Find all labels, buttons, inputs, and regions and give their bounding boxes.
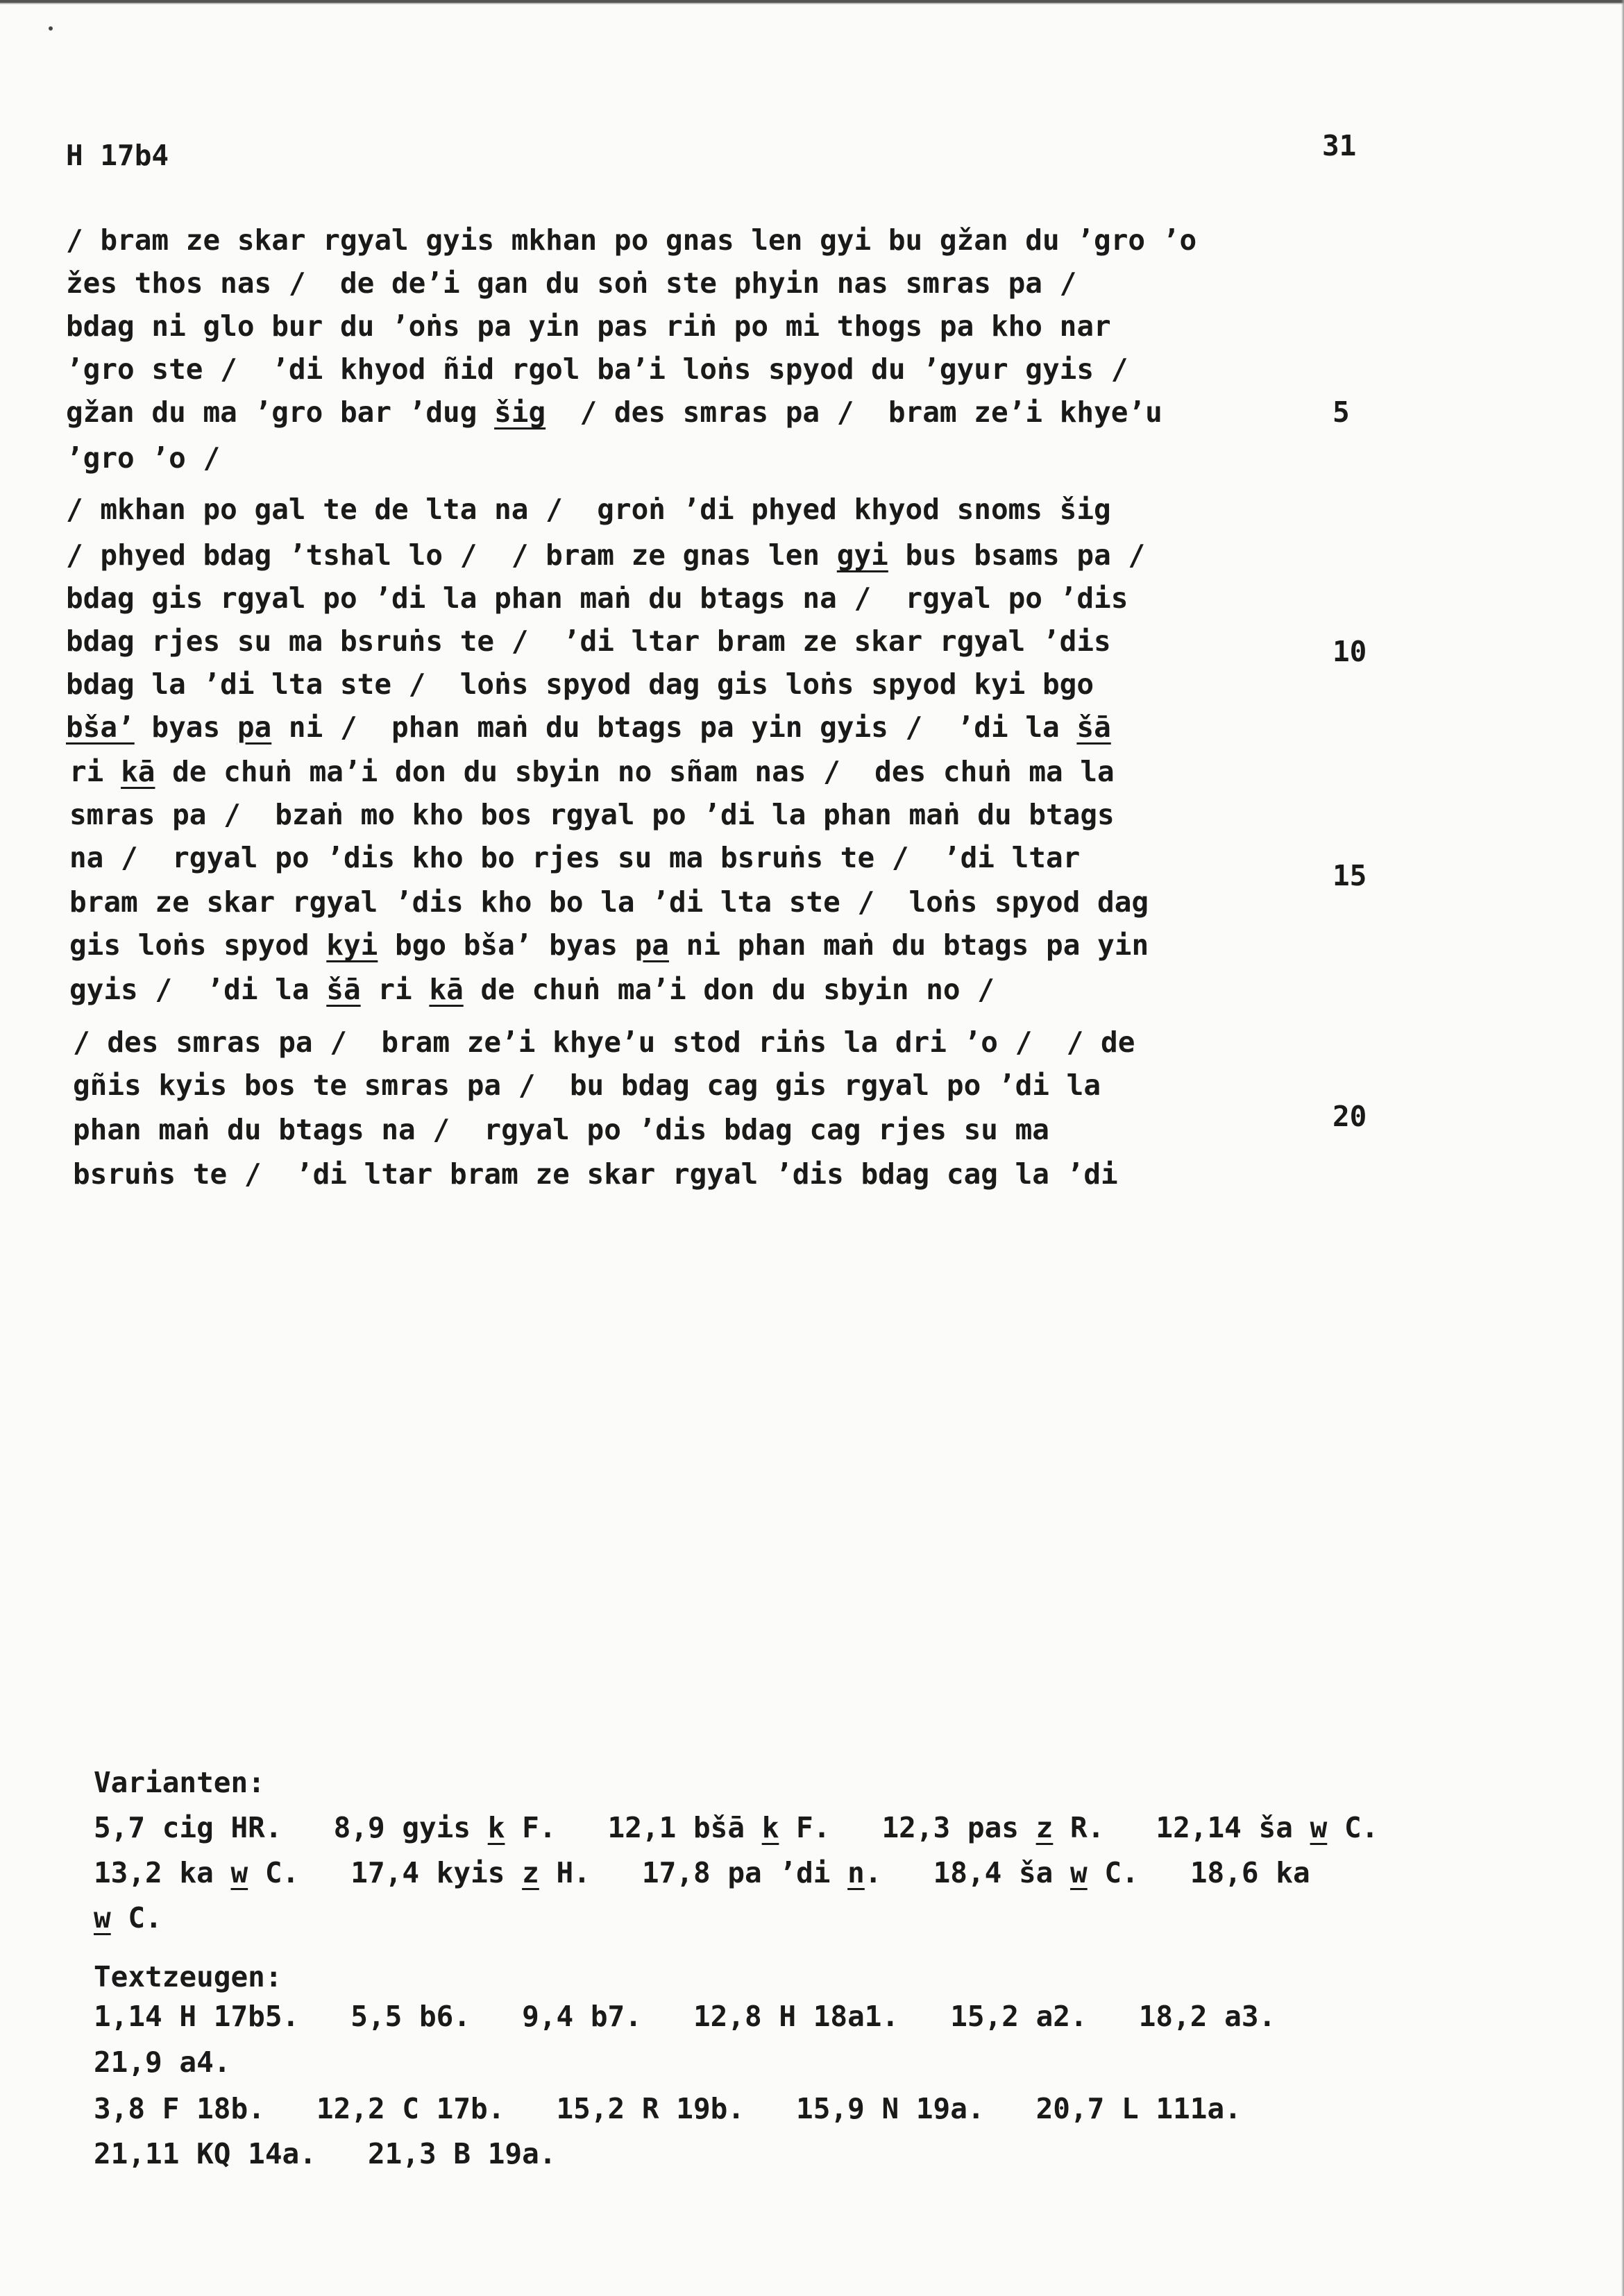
text-line — [73, 1069, 1101, 1102]
text-run: F. 12,1 bšā — [505, 1811, 762, 1844]
text-line — [66, 352, 1128, 386]
text-line — [66, 538, 1145, 572]
text-run: bgo bša’ byas — [378, 928, 635, 962]
ink-speck — [49, 26, 53, 31]
text-run: / phyed bdag ’tshal lo / / bram ze gnas len — [66, 538, 837, 572]
text-line — [73, 1157, 1118, 1191]
text-run: bus bsams pa / — [888, 538, 1146, 572]
text-run: na / rgyal po ’dis kho bo rjes su ma bsruṅs te / ’di ltar — [69, 841, 1081, 874]
text-run: 5,7 cig HR. 8,9 gyis — [94, 1811, 488, 1844]
text-line — [69, 755, 1115, 788]
underlined-reading: pa — [634, 928, 669, 962]
page-right-edge — [1621, 0, 1624, 2296]
text-run: ’gro ’o / — [66, 441, 221, 475]
underlined-reading: z — [522, 1856, 539, 1889]
text-line — [69, 928, 1149, 962]
text-run: gis loṅs spyod — [69, 928, 327, 962]
witness-line: 3,8 F 18b. 12,2 C 17b. 15,2 R 19b. 15,9 N 19a. 20,7 L 111a. — [94, 2092, 1242, 2125]
underlined-reading: w — [1310, 1811, 1328, 1844]
text-run: gñis kyis bos te smras pa / bu bdag cag gis rgyal po ’di la — [73, 1069, 1101, 1102]
text-line — [66, 624, 1111, 658]
text-run: bdag la ’di lta ste / loṅs spyod dag gis loṅs spyod kyi bgo — [66, 667, 1094, 701]
underlined-reading: pa — [237, 711, 272, 744]
textzeugen-heading: Textzeugen: — [94, 1960, 282, 1993]
text-run: bram ze skar rgyal ’dis kho bo la ’di lta ste / loṅs spyod dag — [69, 885, 1149, 919]
underlined-reading: gyi — [836, 538, 888, 572]
text-run: bdag rjes su ma bsruṅs te / ’di ltar bram ze skar rgyal ’dis — [66, 624, 1111, 658]
text-run: byas — [134, 711, 237, 744]
text-run: phan maṅ du btags na / rgyal po ’dis bdag cag rjes su ma — [73, 1113, 1049, 1146]
text-run: / des smras pa / bram ze’i khye’u — [545, 396, 1162, 429]
underlined-reading: z — [1035, 1811, 1054, 1844]
text-run: / mkhan po gal te de lta na / groṅ ’di phyed khyod snoms šig — [66, 493, 1111, 526]
text-run: C. 17,4 kyis — [248, 1856, 523, 1889]
text-run: smras pa / bzaṅ mo kho bos rgyal po ’di la phan maṅ du btags — [69, 798, 1115, 831]
variant-line — [94, 1811, 1378, 1844]
underlined-reading: w — [230, 1856, 248, 1889]
witness-line: 21,11 KQ 14a. 21,3 B 19a. — [94, 2137, 557, 2170]
page-top-edge — [0, 0, 1624, 6]
variant-line — [94, 1901, 162, 1934]
underlined-reading: šig — [494, 396, 546, 429]
text-line — [66, 581, 1128, 615]
margin-line-number: 10 — [1333, 635, 1367, 668]
margin-line-number: 5 — [1333, 396, 1350, 429]
text-run: C. — [110, 1901, 162, 1934]
text-run: bdag ni glo bur du ’oṅs pa yin pas riṅ po mi thogs pa kho nar — [66, 309, 1111, 343]
text-run: ’gro ste / ’di khyod ñid rgol ba’i loṅs spyod du ’gyur gyis / — [66, 352, 1128, 386]
text-line — [66, 711, 1111, 744]
varianten-heading: Varianten: — [94, 1766, 265, 1799]
text-line — [69, 798, 1115, 831]
text-line — [69, 973, 995, 1006]
underlined-reading: bša’ — [66, 711, 135, 744]
underlined-reading: k — [487, 1811, 505, 1844]
underlined-reading: w — [94, 1901, 111, 1934]
underlined-reading: w — [1070, 1856, 1088, 1889]
text-run: gžan du ma ’gro bar ’dug — [66, 396, 495, 429]
text-line — [73, 1026, 1135, 1059]
underlined-reading: kā — [429, 973, 464, 1006]
text-run: R. 12,14 ša — [1053, 1811, 1310, 1844]
text-run: ri — [69, 755, 121, 788]
text-run: de chuṅ ma’i don du sbyin no / — [463, 973, 995, 1006]
variant-line — [94, 1856, 1310, 1889]
witness-line: 21,9 a4. — [94, 2046, 231, 2079]
text-run: C. 18,6 ka — [1087, 1856, 1310, 1889]
text-run: de chuṅ ma’i don du sbyin no sñam nas / des chuṅ ma la — [155, 755, 1115, 788]
text-run: / des smras pa / bram ze’i khye’u stod riṅs la dri ’o / / de — [73, 1026, 1135, 1059]
margin-line-number: 15 — [1333, 859, 1367, 892]
text-run: 13,2 ka — [94, 1856, 231, 1889]
text-line — [66, 223, 1196, 257]
text-line — [66, 396, 1162, 429]
witness-line: 1,14 H 17b5. 5,5 b6. 9,4 b7. 12,8 H 18a1. 15,2 a2. 18,2 a3. — [94, 2000, 1276, 2033]
text-run: ni phan maṅ du btags pa yin — [668, 928, 1149, 962]
underlined-reading: kā — [121, 755, 155, 788]
text-run: ni / phan maṅ du btags pa yin gyis / ’di la — [271, 711, 1077, 744]
text-run: gyis / ’di la — [69, 973, 327, 1006]
underlined-reading: šā — [326, 973, 361, 1006]
page-siglum: H 17b4 — [66, 139, 169, 172]
page-number: 31 — [1322, 129, 1357, 162]
text-line — [66, 309, 1111, 343]
underlined-reading: k — [761, 1811, 779, 1844]
text-line — [69, 885, 1149, 919]
text-line — [66, 441, 220, 475]
text-run: bsruṅs te / ’di ltar bram ze skar rgyal ’dis bdag cag la ’di — [73, 1157, 1118, 1191]
text-run: / bram ze skar rgyal gyis mkhan po gnas len gyi bu gžan du ’gro ’o — [66, 223, 1197, 257]
text-run: . 18,4 ša — [864, 1856, 1071, 1889]
text-run: bdag gis rgyal po ’di la phan maṅ du btags na / rgyal po ’dis — [66, 581, 1128, 615]
underlined-reading: šā — [1076, 711, 1111, 744]
text-run: žes thos nas / de de’i gan du soṅ ste phyin nas smras pa / — [66, 266, 1077, 300]
text-run: H. 17,8 pa ’di — [539, 1856, 848, 1889]
text-run: ri — [360, 973, 430, 1006]
underlined-reading: n — [847, 1856, 865, 1889]
margin-line-number: 20 — [1333, 1100, 1367, 1133]
text-line — [66, 667, 1094, 701]
text-run: F. 12,3 pas — [779, 1811, 1036, 1844]
text-line — [73, 1113, 1049, 1146]
text-line — [69, 841, 1080, 874]
text-line — [66, 493, 1111, 526]
text-run: C. — [1327, 1811, 1379, 1844]
underlined-reading: kyi — [326, 928, 378, 962]
text-line — [66, 266, 1076, 300]
